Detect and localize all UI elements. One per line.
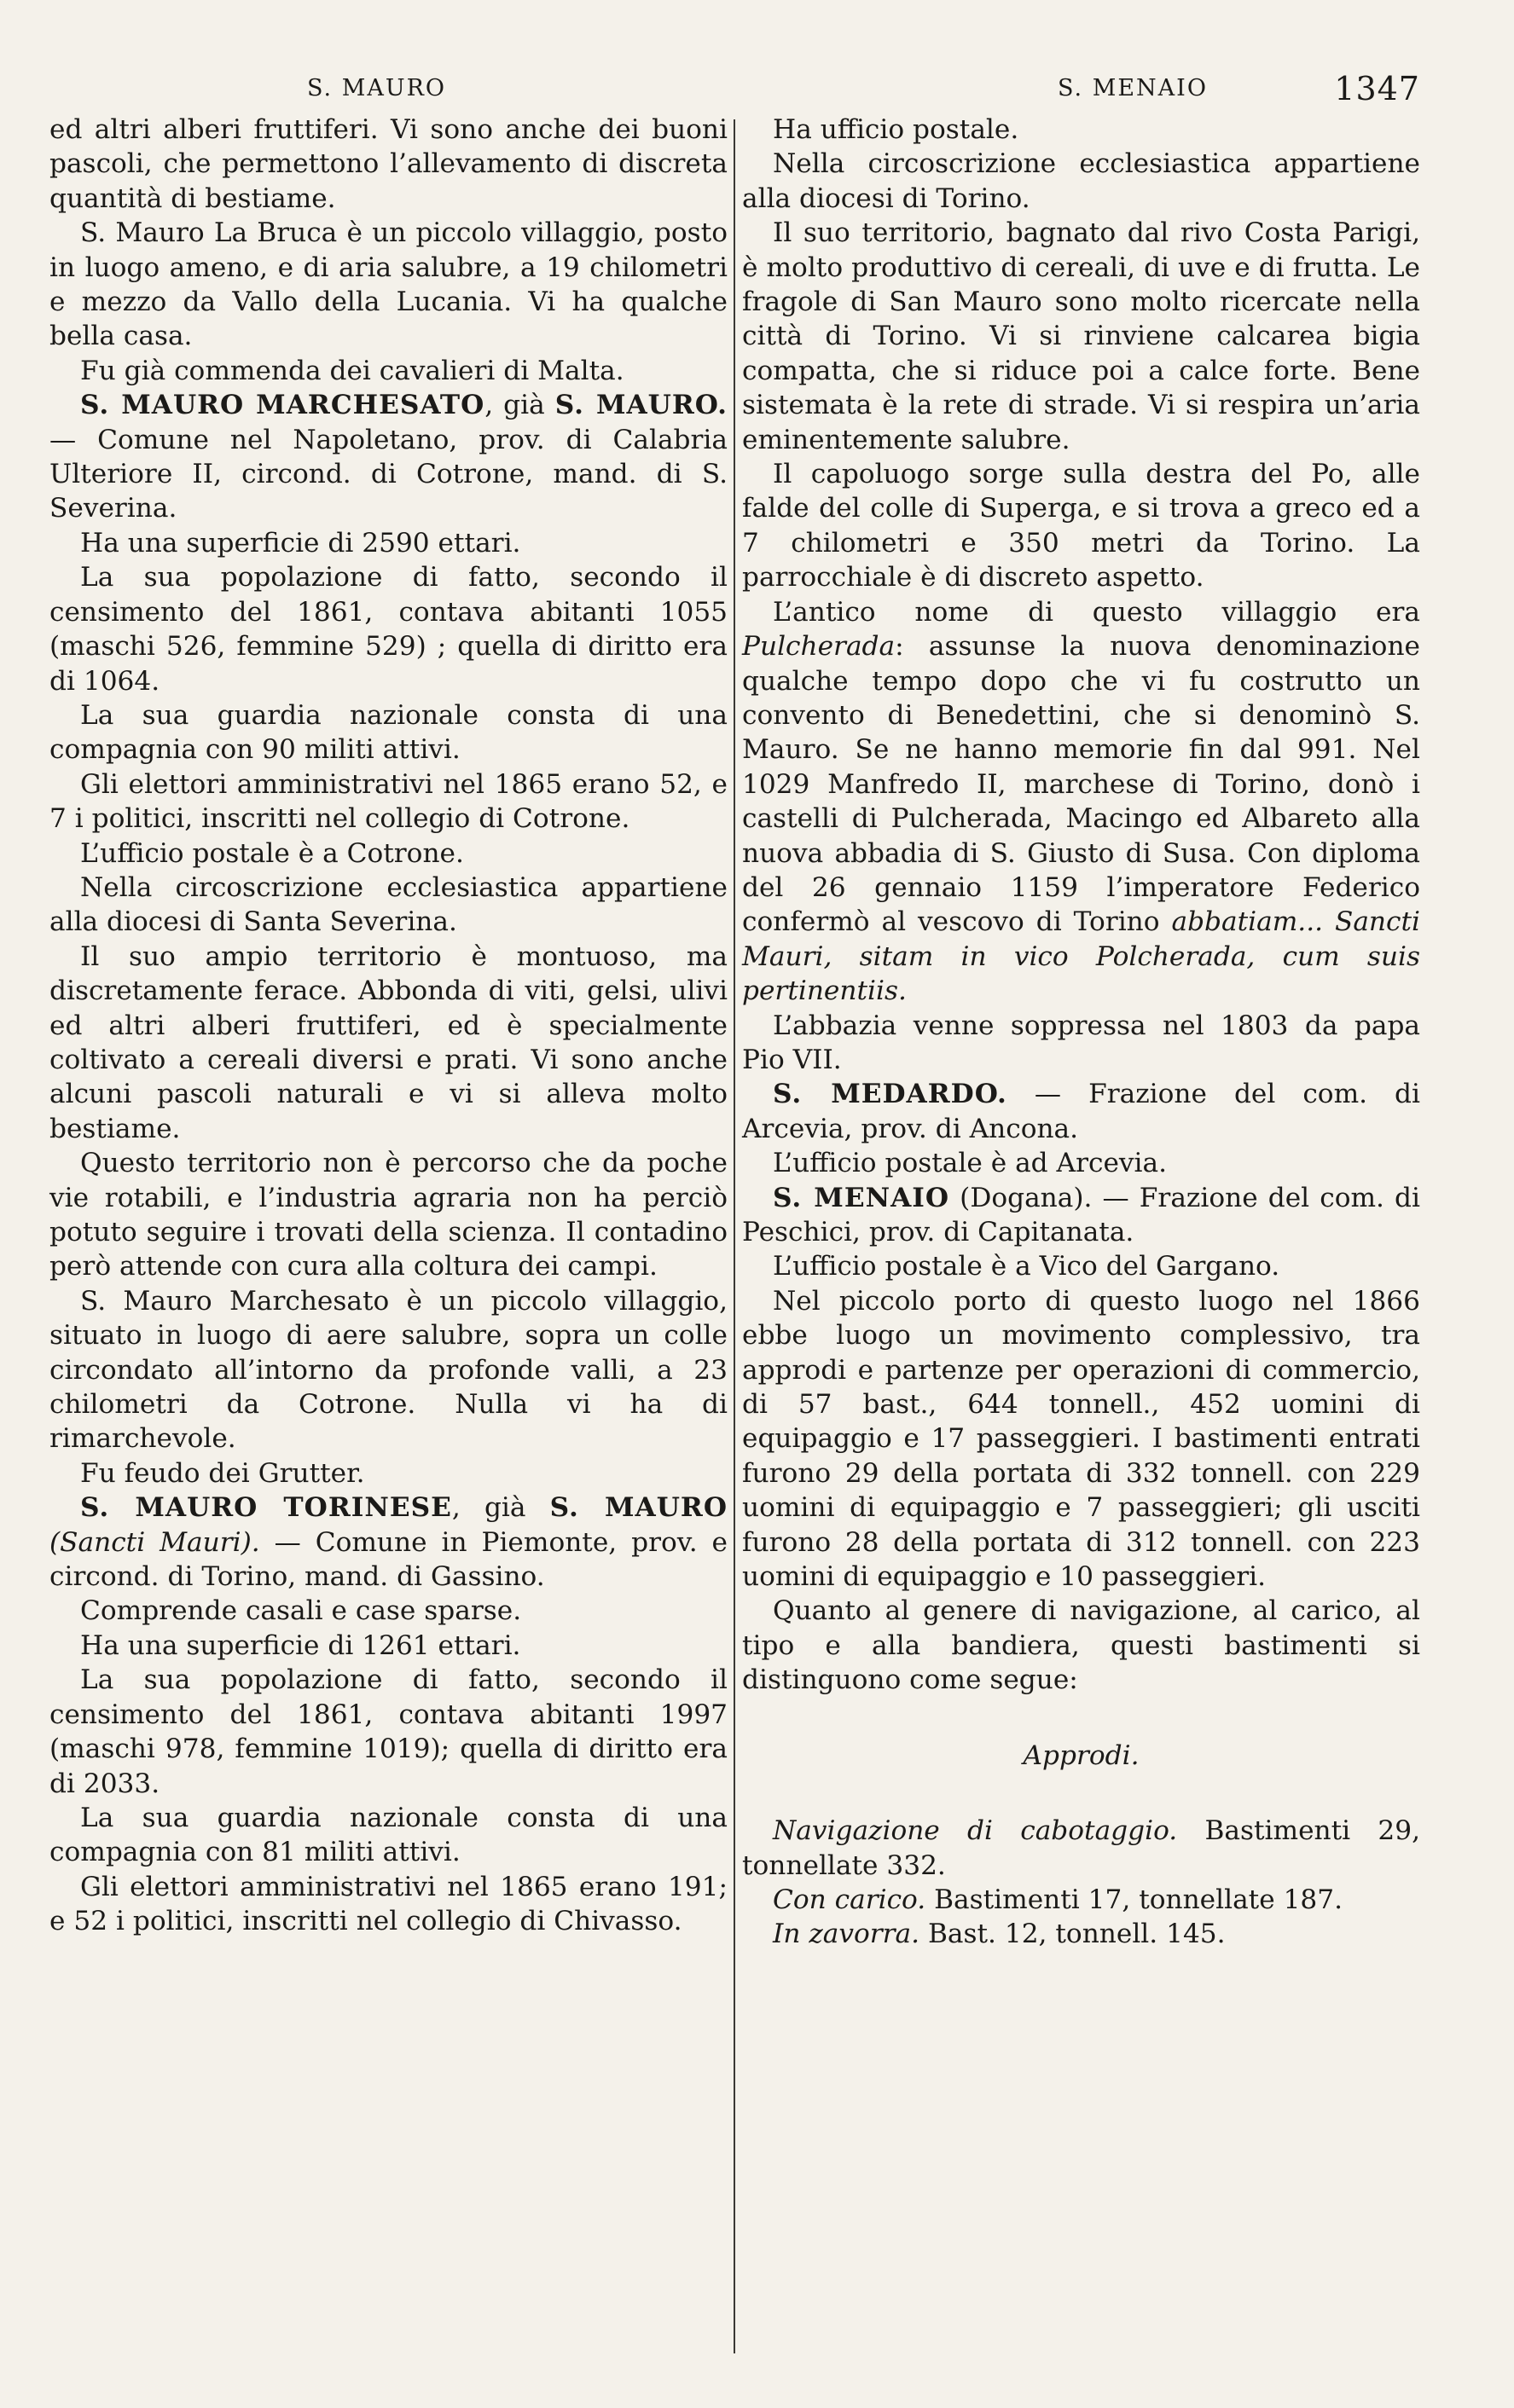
entry-paragraph: S. MAURO MARCHESATO, già S. MAURO. — Comune nel Napoletano, prov. di Calabria Ulteriore II, circond. di Cotrone, mand. di S. Severina. [49,390,728,524]
paragraph: Questo territorio non è percorso che da poche vie rotabili, e l’industria agraria non ha perciò potuto seguire i trovati della scienza. Il contadino però attende con cura alla coltura dei campi. [49,1148,728,1282]
entry-heading: S. MENAIO [773,1182,950,1213]
column-divider [734,119,735,2353]
page-number: 1347 [1334,70,1420,107]
entry-paragraph: S. MEDARDO. — Frazione del com. di Arcevia, prov. di Ancona. [742,1079,1420,1144]
entry-heading-alt: S. MAURO. [554,390,728,421]
paragraph: La sua popolazione di fatto, secondo il censimento del 1861, contava abitanti 1055 (maschi 526, femmine 529) ; quella di diritto era di 1064. [49,562,728,697]
entry-heading: S. MEDARDO. [773,1079,1007,1110]
paragraph: Nella circoscrizione ecclesiastica appartiene alla diocesi di Santa Severina. [49,871,728,938]
right-column [742,113,1420,1952]
paragraph: Ha una superficie di 2590 ettari. [80,527,521,559]
paragraph: L’abbazia venne soppressa nel 1803 da papa Pio VII. [742,1010,1420,1075]
paragraph: La sua guardia nazionale consta di una compagnia con 90 militi attivi. [49,699,728,766]
paragraph: L’ufficio postale è ad Arcevia. [773,1148,1168,1179]
left-column [49,113,728,1939]
paragraph: L’ufficio postale è a Vico del Gargano. [773,1251,1280,1282]
paragraph: La sua popolazione di fatto, secondo il censimento del 1861, contava abitanti 1997 (maschi 978, femmine 1019); quella di diritto era di 2033. [49,1664,728,1799]
paragraph: Navigazione di cabotaggio. Bastimenti 29, tonnellate 332. [742,1815,1421,1881]
entry-paragraph: S. MAURO TORINESE, già S. MAURO (Sancti Mauri). — Comune in Piemonte, prov. e circond. di Torino, mand. di Gassino. [49,1492,728,1593]
running-header-left: S. MAURO [307,75,447,101]
paragraph: Il capoluogo sorge sulla destra del Po, alle falde del colle di Superga, e si trova a greco ed a 7 chilometri e 350 metri da Torino. La parrocchiale è di discreto aspetto. [742,459,1420,593]
paragraph: Il suo territorio, bagnato dal rivo Costa Parigi, è molto produttivo di cereali, di uve e di frutta. Le fragole di San Mauro sono molto ricercate nella città di Torino. Vi si rinviene calcarea bigia compatta, che si riduce poi a calce forte. Bene sistemata è la rete di strade. Vi si respira un’aria eminentemente salubre. [742,217,1420,455]
paragraph: Con carico. Bastimenti 17, tonnellate 187. [773,1884,1343,1915]
paragraph: Nel piccolo porto di questo luogo nel 1866 ebbe luogo un movimento complessivo, tra approdi e partenze per operazioni di commercio, di 57 bast., 644 tonnell., 452 uomini di equipaggio e 17 passeggieri. I bastimenti entrati furono 29 della portata di 332 tonnell. con 229 uomini di equipaggio e 7 passeggieri; gli usciti furono 28 della portata di 312 tonnell. con 223 uomini di equipaggio e 10 passeggieri. [742,1285,1420,1593]
paragraph: Fu già commenda dei cavalieri di Malta. [80,355,624,386]
entry-heading: S. MAURO TORINESE [80,1492,452,1524]
paragraph: L’ufficio postale è a Cotrone. [80,837,464,869]
paragraph: Ha una superficie di 1261 ettari. [80,1629,521,1661]
entry-heading: S. MAURO MARCHESATO [80,390,485,421]
paragraph: Fu feudo dei Grutter. [80,1457,365,1489]
paragraph: L’antico nome di questo villaggio era Pulcherada: assunse la nuova denominazione qualche tempo dopo che vi fu costrutto un convento di Benedettini, che si denominò S. Mauro. Se ne hanno memorie fin dal 991. Nel 1029 Manfredo II, marchese di Torino, donò i castelli di Pulcherada, Macingo ed Albareto alla nuova abbadia di S. Giusto di Susa. Con diploma del 26 gennaio 1159 l’imperatore Federico confermò al vescovo di Torino abbatiam... Sancti Mauri, sitam in vico Polcherada, cum suis pertinentiis. [742,596,1420,1007]
paragraph: Comprende casali e case sparse. [80,1595,522,1627]
paragraph: Gli elettori amministrativi nel 1865 erano 191; e 52 i politici, inscritti nel collegio di Chivasso. [49,1871,728,1937]
paragraph: ed altri alberi fruttiferi. Vi sono anche dei buoni pascoli, che permettono l’allevamento di discreta quantità di bestiame. [49,114,728,214]
entry-heading-alt: S. MAURO [549,1492,728,1524]
paragraph: Nella circoscrizione ecclesiastica appartiene alla diocesi di Torino. [742,148,1420,214]
running-header-right: S. MENAIO [1058,75,1208,101]
section-title: Approdi. [1023,1739,1140,1771]
paragraph: S. Mauro Marchesato è un piccolo villaggio, situato in luogo di aere salubre, sopra un colle circondato all’intorno da profonde valli, a 23 chilometri da Cotrone. Nulla vi ha di rimarchevole. [49,1285,728,1455]
entry-paragraph: S. MENAIO (Dogana). — Frazione del com. di Peschici, prov. di Capitanata. [742,1182,1420,1247]
paragraph: S. Mauro La Bruca è un piccolo villaggio, posto in luogo ameno, e di aria salubre, a 19 chilometri e mezzo da Vallo della Lucania. Vi ha qualche bella casa. [49,217,728,352]
paragraph: Gli elettori amministrativi nel 1865 erano 52, e 7 i politici, inscritti nel collegio di Cotrone. [49,768,728,835]
paragraph: Ha ufficio postale. [773,114,1019,145]
paragraph: Il suo ampio territorio è montuoso, ma discretamente ferace. Abbonda di viti, gelsi, ulivi ed altri alberi fruttiferi, ed è specialmente coltivato a cereali diversi e prati. Vi sono anche alcuni pascoli naturali e vi si alleva molto bestiame. [49,941,728,1144]
paragraph: In zavorra. Bast. 12, tonnell. 145. [773,1919,1226,1950]
paragraph: Quanto al genere di navigazione, al carico, al tipo e alla bandiera, questi bastimenti si distinguono come segue: [742,1595,1420,1696]
paragraph: La sua guardia nazionale consta di una compagnia con 81 militi attivi. [49,1802,728,1868]
